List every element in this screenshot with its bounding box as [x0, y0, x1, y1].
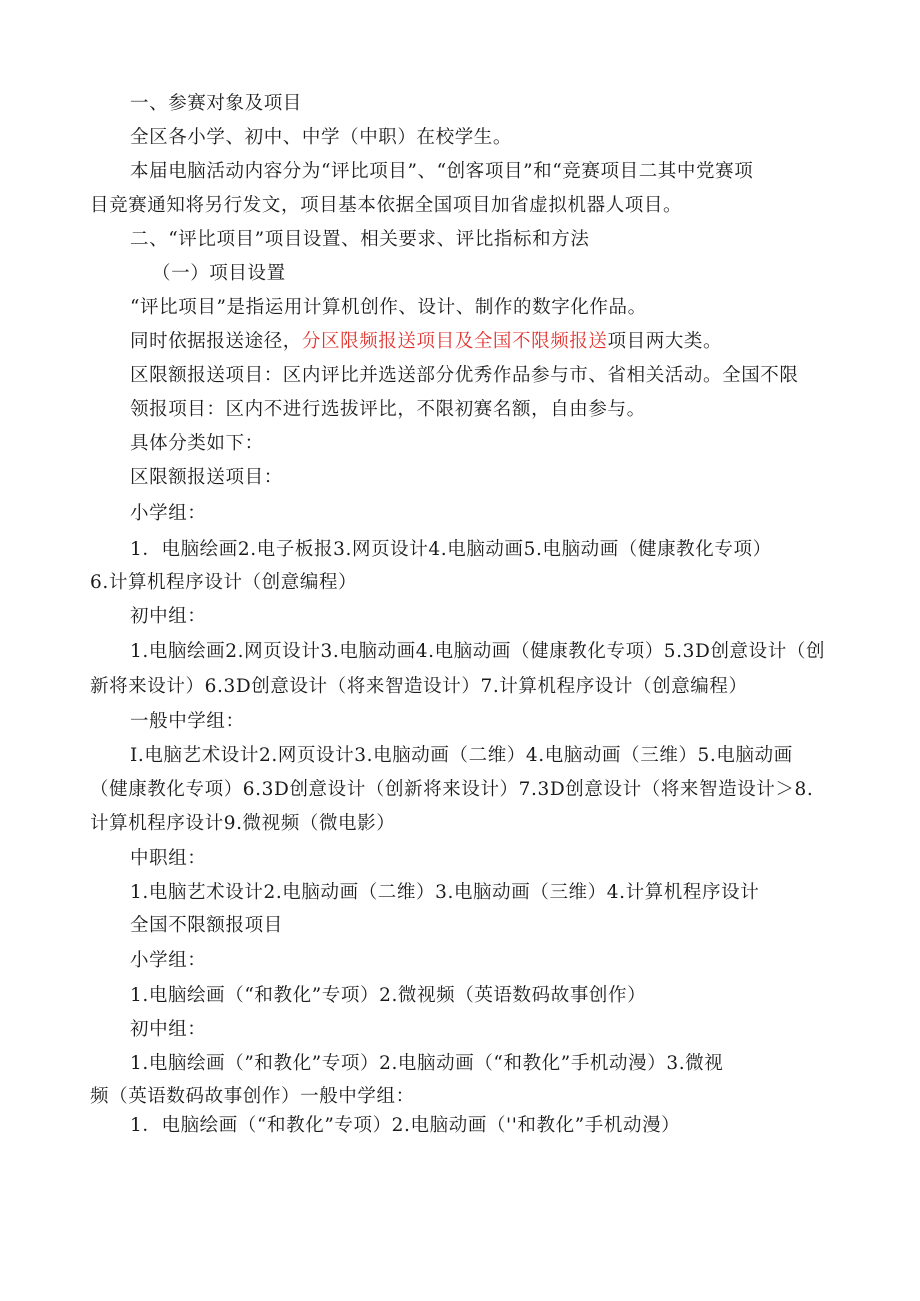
list-item: 1．电脑绘画2.电子板报3.网页设计4.电脑动画5.电脑动画（健康教化专项） [130, 539, 772, 560]
paragraph-line: 目竞赛通知将另行发文，项目基本依据全国项目加省虚拟机器人项目。 [90, 195, 683, 216]
text-before-highlight: 同时依据报送途径， [130, 331, 302, 352]
group-heading: 区限额报送项目： [130, 467, 283, 488]
red-highlight-text: 分区限频报送项目及全国不限频报送 [301, 331, 608, 352]
paragraph-line: 全区各小学、初中、中学（中职）在校学生。 [130, 127, 513, 148]
heading-participants: 一、参赛对象及项目 [130, 93, 302, 114]
list-item: 1.电脑绘画2.网页设计3.电脑动画4.电脑动画（健康教化专项）5.3D创意设计（创 [130, 641, 826, 662]
list-item: 1.电脑绘画（“和教化”专项）2.微视频（英语数码故事创作） [130, 985, 647, 1006]
group-heading: 一般中学组： [130, 711, 245, 732]
list-item: 计算机程序设计9.微视频（微电影） [90, 813, 396, 834]
paragraph-line: 本届电脑活动内容分为“评比项目”、“创客项目”和“竞赛项目二其中党赛项 [130, 161, 754, 182]
paragraph-line-with-highlight [130, 328, 722, 356]
heading-evaluation-items: 二、“评比项目”项目设置、相关要求、评比指标和方法 [130, 229, 590, 250]
group-heading: 初中组： [130, 606, 207, 627]
list-item: 新将来设计）6.3D创意设计（将来智造设计）7.计算机程序设计（创意编程） [90, 676, 748, 697]
group-heading: 小学组： [130, 503, 207, 524]
group-heading: 中职组： [130, 848, 207, 869]
list-item: 1.电脑绘画（”和教化”专项）2.电脑动画（“和教化”手机动漫）3.微视 [130, 1053, 724, 1074]
text-after-highlight: 项目两大类。 [607, 331, 723, 352]
paragraph-line: 区限额报送项目：区内评比并选送部分优秀作品参与市、省相关活动。全国不限 [130, 365, 799, 386]
group-heading: 全国不限额报项目 [130, 915, 283, 936]
list-item: 频（英语数码故事创作）一般中学组： [90, 1086, 415, 1107]
list-item: I.电脑艺术设计2.网页设计3.电脑动画（二维）4.电脑动画（三维）5.电脑动画 [130, 745, 793, 766]
paragraph-line: 具体分类如下： [130, 433, 264, 454]
paragraph-line: 领报项目：区内不进行选拔评比，不限初赛名额，自由参与。 [130, 399, 646, 420]
list-item: （健康教化专项）6.3D创意设计（创新将来设计）7.3D创意设计（将来智造设计＞8. [90, 779, 814, 800]
group-heading: 初中组： [130, 1019, 207, 1040]
subheading-item-settings: （一）项目设置 [152, 263, 286, 284]
list-item: 1.电脑艺术设计2.电脑动画（二维）3.电脑动画（三维）4.计算机程序设计 [130, 882, 760, 903]
list-item: 1．电脑绘画（“和教化”专项）2.电脑动画（''和教化”手机动漫） [130, 1115, 681, 1136]
paragraph-line: “评比项目”是指运用计算机创作、设计、制作的数字化作品。 [130, 297, 647, 318]
group-heading: 小学组： [130, 950, 207, 971]
list-item: 6.计算机程序设计（创意编程） [90, 572, 358, 593]
